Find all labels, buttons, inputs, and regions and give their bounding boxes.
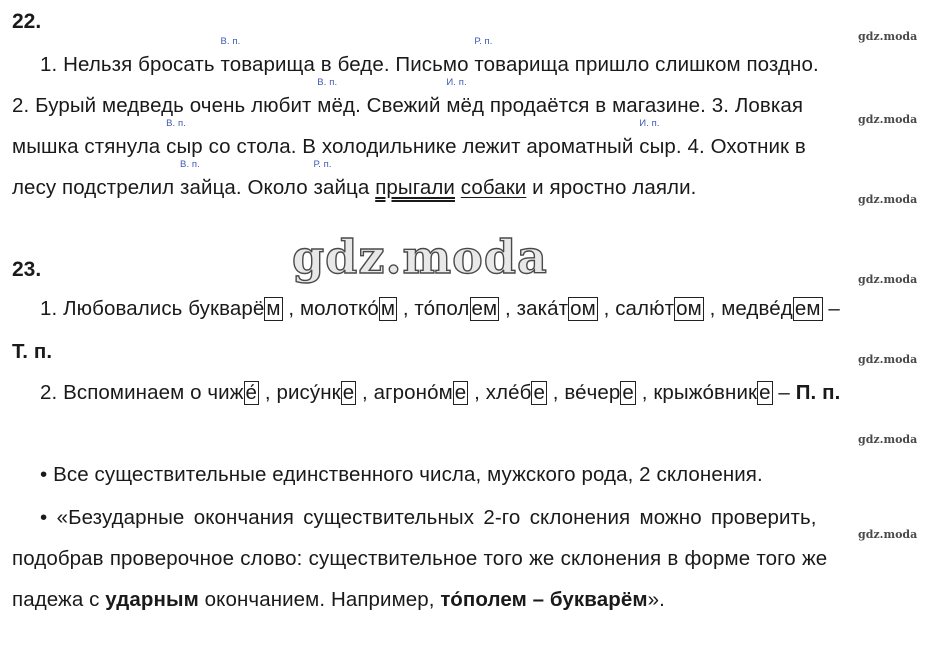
word: медве́дем bbox=[721, 297, 821, 320]
word: мёд bbox=[317, 94, 356, 117]
ending-box: ем bbox=[794, 297, 821, 320]
bullet-2-line-2: подобрав проверочное слово: существительное того же склонения в форме того же bbox=[12, 547, 828, 570]
ex22-line-4 bbox=[12, 159, 697, 200]
case-label-prepositional: П. п. bbox=[795, 381, 841, 404]
ending-box: м bbox=[380, 297, 396, 320]
predicate-underlined: прыгали bbox=[375, 176, 455, 199]
text: – bbox=[822, 297, 840, 320]
ex23-line-1: 1. Любовались букварём , молотко́м , то́полем , зака́том , салю́том , медве́дем – bbox=[40, 297, 840, 320]
case-label: В. п. bbox=[317, 77, 338, 88]
text: ». bbox=[647, 588, 665, 611]
annotated-word bbox=[639, 118, 676, 159]
word: агроно́ме bbox=[373, 381, 467, 404]
word: сыр bbox=[639, 135, 676, 158]
ending-box: е bbox=[454, 381, 467, 404]
text: продаётся в магазине. 3. Ловкая bbox=[484, 94, 804, 117]
word: мёд bbox=[446, 94, 485, 117]
bullet-2-line-3 bbox=[12, 588, 665, 612]
text: падежа с bbox=[12, 588, 106, 611]
text: 2. Бурый медведь очень любит bbox=[12, 94, 318, 117]
ending-box: ом bbox=[676, 297, 702, 320]
ending-box: е bbox=[533, 381, 545, 404]
text: мышка стянула bbox=[12, 135, 167, 158]
text: пришло слишком поздно. bbox=[568, 53, 819, 76]
word: ве́чере bbox=[564, 381, 634, 404]
word: салю́том bbox=[615, 297, 702, 320]
annotated-word bbox=[220, 36, 316, 77]
annotated-word bbox=[180, 159, 236, 200]
text: – bbox=[772, 381, 796, 404]
ending-box: е́ bbox=[245, 381, 258, 404]
ex22-line-1 bbox=[40, 36, 819, 77]
case-label: Р. п. bbox=[474, 36, 493, 47]
case-label-instrumental: Т. п. bbox=[12, 340, 53, 363]
bold-example: то́полем – букварём bbox=[440, 588, 648, 611]
ex22-line-3 bbox=[12, 118, 806, 159]
ending-box: е bbox=[342, 381, 355, 404]
word: хле́бе bbox=[485, 381, 545, 404]
text: 1. Любовались bbox=[40, 297, 189, 320]
text: . 4. Охотник в bbox=[675, 135, 806, 158]
word: товарища bbox=[220, 53, 316, 76]
text: . Свежий bbox=[355, 94, 447, 117]
case-label: Р. п. bbox=[313, 159, 332, 170]
text: в беде. Письмо bbox=[315, 53, 475, 76]
word: товарища bbox=[474, 53, 569, 76]
ending-box: е bbox=[622, 381, 634, 404]
text: со стола. В холодильнике лежит ароматный bbox=[202, 135, 640, 158]
text: лесу подстрелил bbox=[12, 176, 181, 199]
word: то́полем bbox=[414, 297, 498, 320]
watermark: gdz.moda bbox=[858, 30, 918, 43]
watermark: gdz.moda bbox=[858, 113, 918, 126]
ex23-line-2: 2. Вспоминаем о чиже́ , рису́нке , агроно́ме , хле́бе , ве́чере , крыжо́внике – П. п. bbox=[40, 381, 841, 404]
watermark: gdz.moda bbox=[858, 193, 918, 206]
word: зака́том bbox=[516, 297, 596, 320]
word: зайца bbox=[313, 176, 370, 199]
annotated-word bbox=[474, 36, 569, 77]
case-label: И. п. bbox=[446, 77, 467, 88]
text: 2. Вспоминаем о bbox=[40, 381, 208, 404]
ending-box: е bbox=[759, 381, 771, 404]
ending-box: м bbox=[266, 297, 281, 320]
watermark: gdz.moda bbox=[858, 353, 918, 366]
watermark: gdz.moda bbox=[858, 433, 918, 446]
annotated-word bbox=[166, 118, 203, 159]
bold-text: ударным bbox=[105, 588, 199, 611]
annotated-word bbox=[317, 77, 356, 118]
bullet-2-line-1: • «Безударные окончания существительных 2-го склонения можно проверить, bbox=[40, 506, 817, 529]
word: букварём bbox=[188, 297, 281, 320]
case-label: В. п. bbox=[220, 36, 241, 47]
exercise-number: 22. bbox=[12, 10, 42, 33]
text: и яростно лаяли. bbox=[526, 176, 697, 199]
text: окончанием. Например, bbox=[198, 588, 441, 611]
case-label: В. п. bbox=[166, 118, 187, 129]
text: 1. Нельзя бросать bbox=[40, 53, 221, 76]
watermark-logo: gdz.moda bbox=[292, 230, 548, 284]
word: крыжо́внике bbox=[653, 381, 771, 404]
text: . Около bbox=[235, 176, 314, 199]
ending-box: ом bbox=[570, 297, 596, 320]
bullet-1: • Все существительные единственного числа, мужского рода, 2 склонения. bbox=[40, 463, 763, 486]
exercise-number: 23. bbox=[12, 258, 42, 281]
word: рису́нке bbox=[276, 381, 355, 404]
annotated-word bbox=[313, 159, 370, 200]
case-label: И. п. bbox=[639, 118, 660, 129]
case-label: В. п. bbox=[180, 159, 200, 170]
word: зайца bbox=[180, 176, 236, 199]
word: сыр bbox=[166, 135, 203, 158]
ex22-line-2 bbox=[12, 77, 804, 118]
word: молотко́м bbox=[299, 297, 396, 320]
word: чиже́ bbox=[207, 381, 258, 404]
annotated-word bbox=[446, 77, 485, 118]
subject-underlined: собаки bbox=[460, 176, 527, 199]
watermark: gdz.moda bbox=[858, 273, 918, 286]
watermark: gdz.moda bbox=[858, 528, 918, 541]
ending-box: ем bbox=[471, 297, 498, 320]
